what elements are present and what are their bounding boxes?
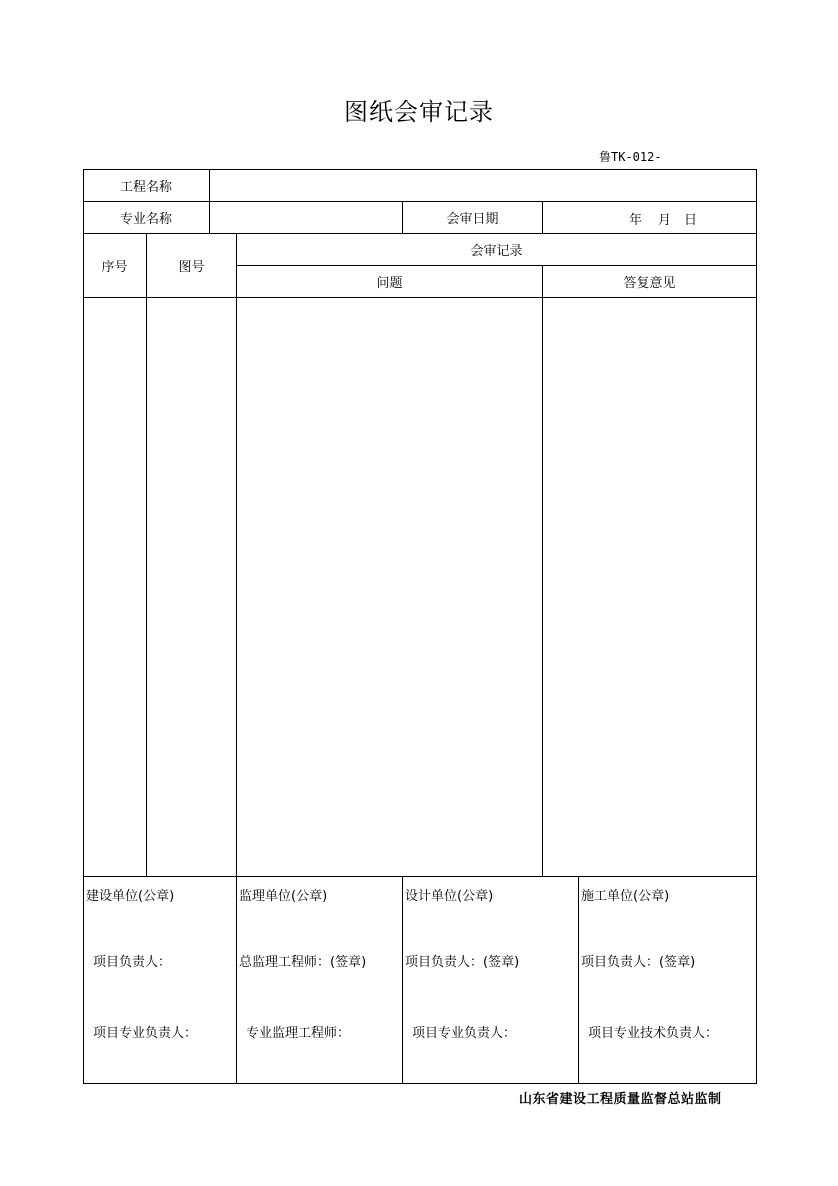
review-date-label: 会审日期 — [446, 211, 499, 227]
signature-owner — [84, 877, 236, 1083]
issue-body-cell[interactable] — [237, 298, 542, 876]
date-month-label: 月 — [658, 213, 672, 228]
owner-person1-label: 项目负责人： — [93, 955, 172, 970]
signature-supervisor — [237, 877, 402, 1083]
designer-person2-label: 项目专业负责人： — [412, 1026, 517, 1041]
project-name-label: 工程名称 — [119, 179, 172, 195]
signature-designer — [403, 877, 578, 1083]
contractor-person1-label: 项目负责人：(签章) — [581, 955, 696, 970]
supervisor-person2-label: 专业监理工程师： — [246, 1026, 351, 1041]
specialty-field[interactable] — [210, 202, 402, 233]
border-right — [756, 169, 757, 1084]
contractor-person2-label: 项目专业技术负责人： — [588, 1026, 719, 1041]
drawing-no-body-cell[interactable] — [147, 298, 236, 876]
record-group-header: 会审记录 — [470, 243, 523, 259]
supervisor-unit-label: 监理单位(公章) — [239, 889, 328, 904]
form-code: 鲁TK-012- — [599, 150, 662, 164]
document-title: 图纸会审记录 — [344, 98, 494, 126]
review-date-field[interactable] — [543, 202, 756, 233]
col-reply-header: 答复意见 — [623, 275, 676, 291]
review-form-table — [83, 169, 757, 1084]
designer-person1-label: 项目负责人：(签章) — [405, 955, 520, 970]
designer-unit-label: 设计单位(公章) — [405, 889, 494, 904]
date-day-label: 日 — [684, 213, 698, 228]
date-year-label: 年 — [629, 213, 643, 228]
owner-person2-label: 项目专业负责人： — [93, 1026, 198, 1041]
col-drawing-no-header: 图号 — [178, 259, 205, 275]
reply-body-cell[interactable] — [543, 298, 756, 876]
signature-contractor — [579, 877, 756, 1083]
border-bottom — [83, 1083, 757, 1084]
col-issue-header: 问题 — [376, 275, 403, 291]
project-name-field[interactable] — [210, 170, 756, 201]
supervisor-person1-label: 总监理工程师：(签章) — [239, 955, 367, 970]
serial-body-cell[interactable] — [84, 298, 146, 876]
issuer-footer: 山东省建设工程质量监督总站监制 — [519, 1092, 722, 1107]
col-serial-header: 序号 — [101, 259, 128, 275]
owner-unit-label: 建设单位(公章) — [86, 889, 175, 904]
specialty-label: 专业名称 — [119, 211, 172, 227]
contractor-unit-label: 施工单位(公章) — [581, 889, 670, 904]
